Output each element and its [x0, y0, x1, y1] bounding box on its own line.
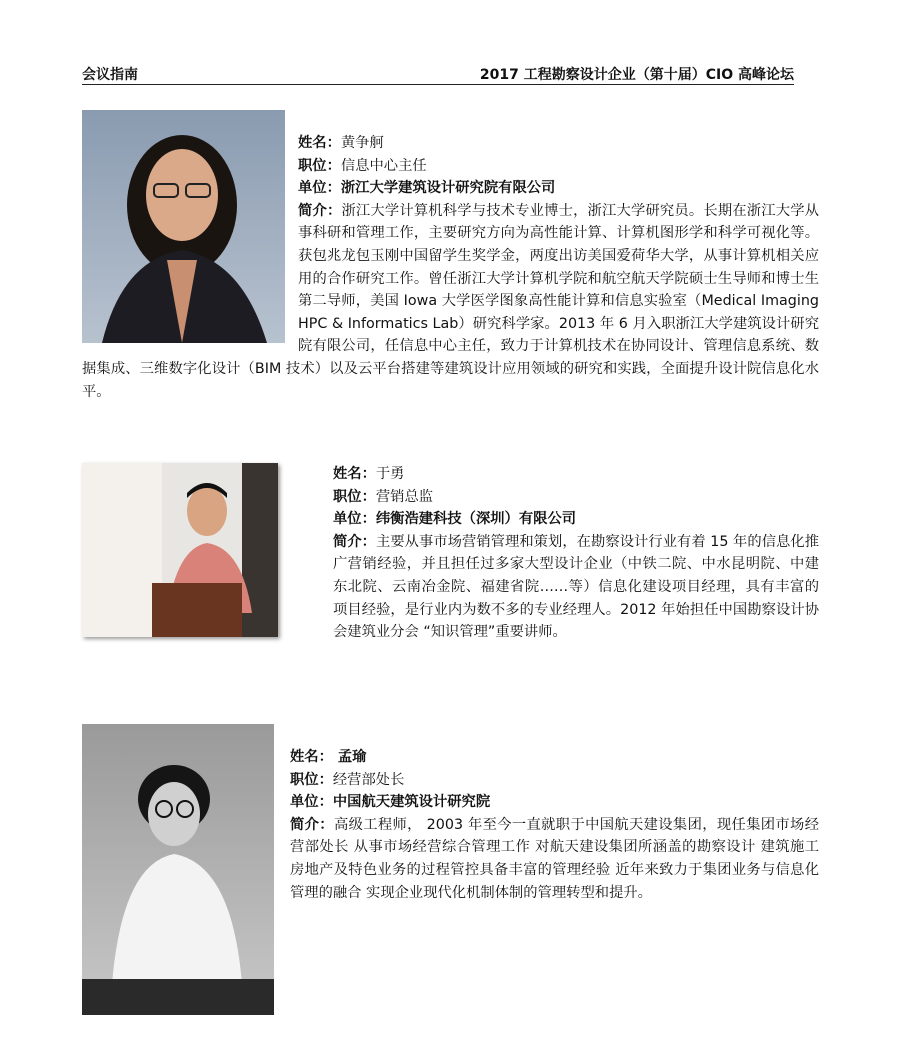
speaker-org: 中国航天建筑设计研究院 [332, 794, 491, 811]
speaker-bio [333, 531, 819, 644]
name-label: 姓名： [290, 749, 333, 765]
name-label: 姓名： [298, 135, 341, 151]
speaker-org: 纬衡浩建科技（深圳）有限公司 [375, 511, 577, 528]
position-label: 职位： [298, 157, 341, 174]
position-label: 职位： [333, 488, 376, 505]
speaker-position: 营销总监 [375, 488, 434, 505]
speaker-name: 黄争舸 [340, 135, 384, 151]
org-label: 单位： [290, 794, 333, 811]
bio-text: 高级工程师， 2003 年至今一直就职于中国航天建设集团，现任集团市场经营部处长 从事市场经营综合管理工作 对航天建设集团所涵盖的勘察设计 建筑施工 房地产及特色业务的过程管控具备丰富的管理经验 近年来致力于集团业务与信息化管理的融合 实现企业现代化机制体制的管理转型和提升。 [290, 816, 819, 901]
org-label: 单位： [298, 180, 341, 197]
speaker-1 [82, 132, 819, 403]
bio-label: 简介： [333, 533, 377, 550]
speaker-position: 经营部处长 [332, 771, 405, 788]
speaker-org: 浙江大学建筑设计研究院有限公司 [340, 180, 556, 197]
speaker-3 [82, 746, 819, 1015]
portrait-image [82, 463, 278, 637]
bio-label: 简介： [298, 202, 342, 219]
speaker-photo [82, 724, 274, 1015]
portrait-image [82, 110, 285, 343]
speaker-photo [82, 110, 285, 343]
speaker-name: 于勇 [375, 466, 405, 482]
speaker-name: 孟瑜 [332, 749, 367, 765]
speaker-photo [82, 463, 278, 637]
header-right: 2017 工程勘察设计企业（第十届）CIO 高峰论坛 [479, 67, 794, 83]
bio-text: 浙江大学计算机科学与技术专业博士，浙江大学研究员。长期在浙江大学从事科研和管理工作，主要研究方向为高性能计算、计算机图形学和科学可视化等。获包兆龙包玉刚中国留学生奖学金，两度出访美国爱荷华大学，从事计算机相关应用的合作研究工作。曾任浙江大学计算机学院和航空航天学院硕士生导师和博士生第二导师，美国 Iowa 大学医学图象高性能计算和信息实验室（Medical Imaging HPC & Informatics Lab）研究科学家。2013 年 6 月入职浙江大学建筑设计研究院有限公司，任信息中心主任，致力于计算机技术在协同设计、管理信息系统、数据集成、三维数字化设计（BIM 技术）以及云平台搭建等建筑设计应用领域的研究和实践，全面提升设计院信息化水平。 [82, 202, 820, 400]
page-header [82, 64, 794, 85]
name-label: 姓名： [333, 466, 376, 482]
org-label: 单位： [333, 511, 376, 528]
bio-label: 简介： [290, 816, 334, 833]
bio-text: 主要从事市场营销管理和策划，在勘察设计行业有着 15 年的信息化推广营销经验，并且担任过多家大型设计企业（中铁二院、中水昆明院、中建东北院、云南冶金院、福建省院……等）信息化建设项目经理，具有丰富的项目经验，是行业内为数不多的专业经理人。2012 年始担任中国勘察设计协会建筑业分会 “知识管理”重要讲师。 [333, 533, 819, 641]
speaker-position: 信息中心主任 [340, 157, 427, 174]
position-label: 职位： [290, 771, 333, 788]
speaker-bio [290, 814, 819, 904]
speaker-2 [82, 463, 819, 644]
header-left: 会议指南 [82, 67, 138, 83]
portrait-image [82, 724, 274, 1015]
